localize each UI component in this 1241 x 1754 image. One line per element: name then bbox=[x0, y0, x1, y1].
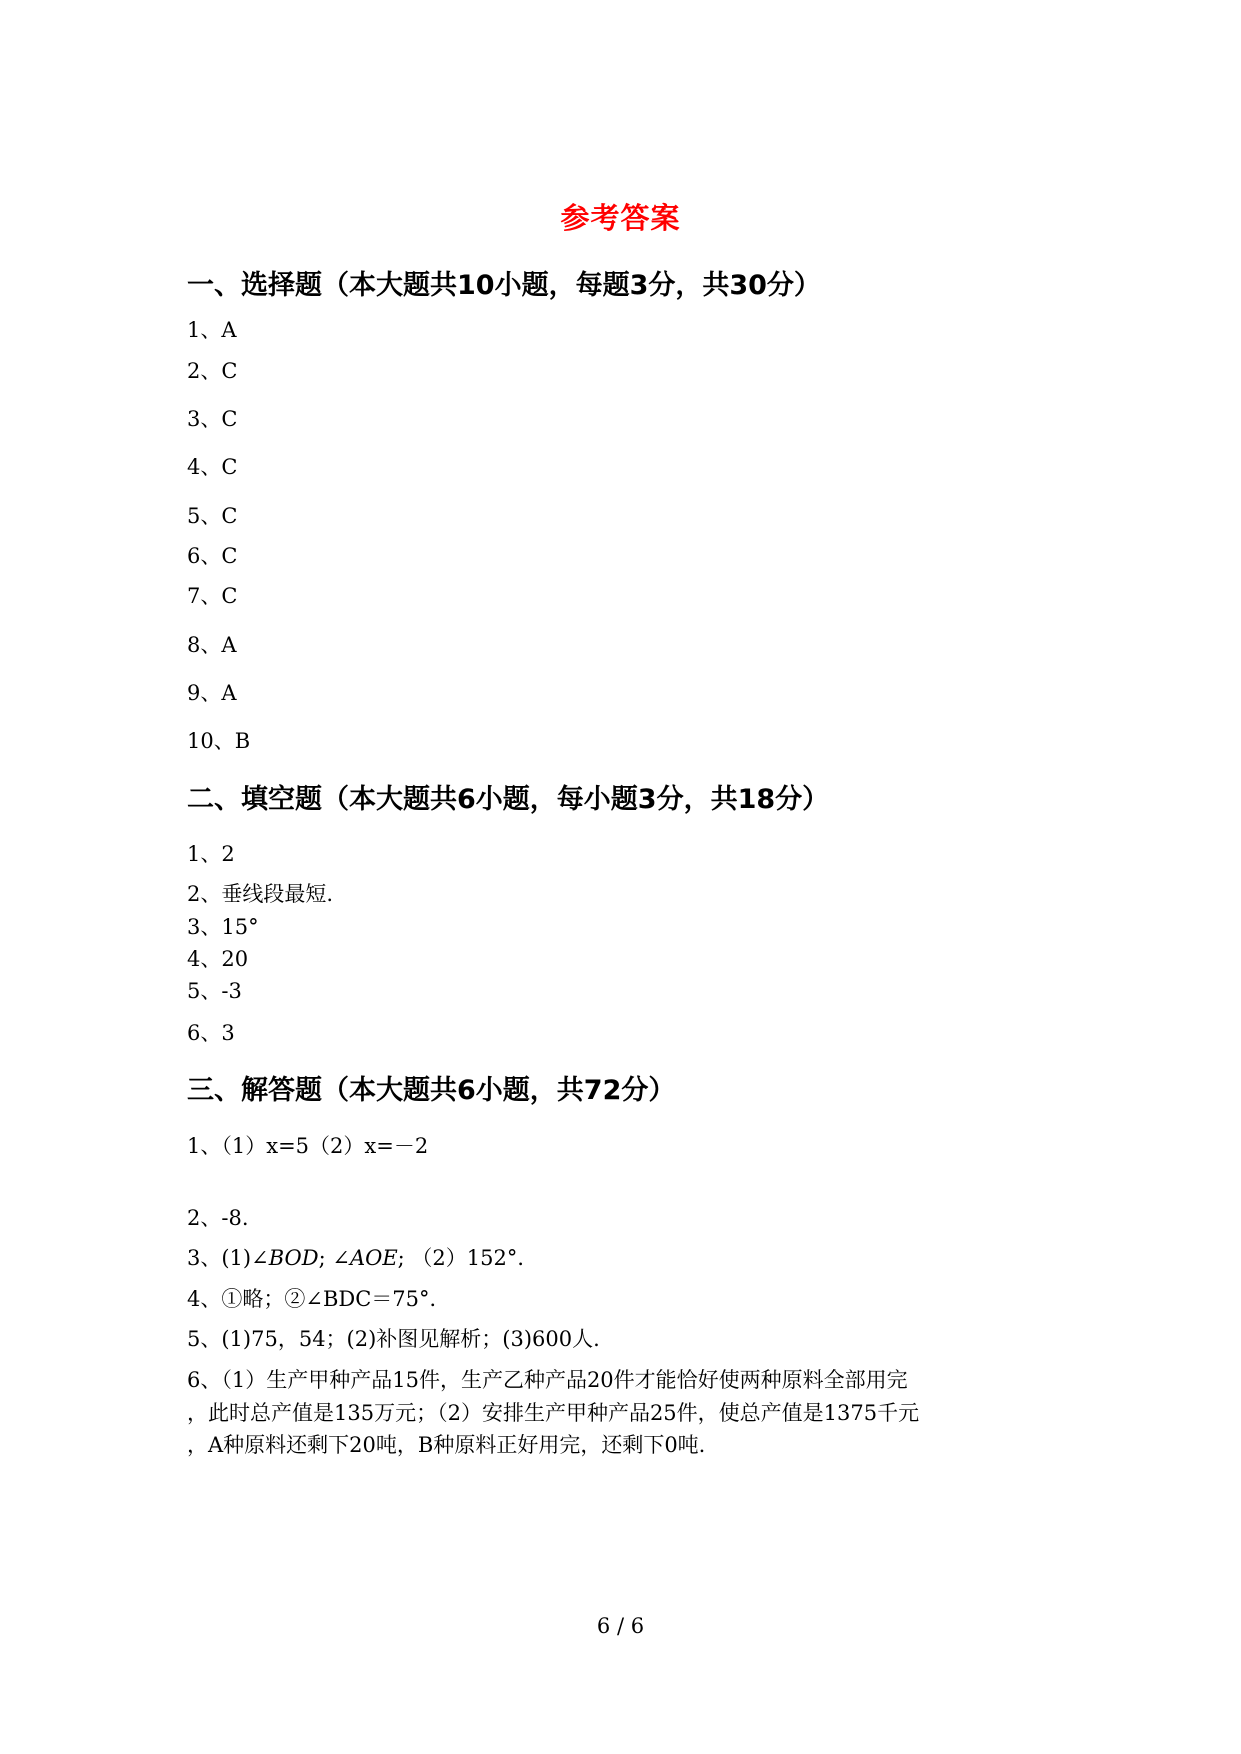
section-2-answer-5: 5、-3 bbox=[187, 979, 242, 1003]
section-2-answer-3: 3、15° bbox=[187, 915, 259, 939]
section-2-answer-1: 1、2 bbox=[187, 842, 235, 866]
section-3-answer-3 bbox=[187, 1242, 538, 1272]
answer-3-suffix: ; （2）152°． bbox=[397, 1246, 539, 1270]
section-1-answer-7: 7、C bbox=[187, 584, 238, 608]
section-2-answer-2: 2、垂线段最短. bbox=[187, 882, 334, 906]
section-1-answer-6: 6、C bbox=[187, 544, 238, 568]
section-1-answer-1: 1、A bbox=[187, 318, 237, 342]
section-1-answer-2: 2、C bbox=[187, 359, 238, 383]
section-1-answer-5: 5、C bbox=[187, 504, 238, 528]
section-3-answer-4: 4、①略；②∠BDC＝75°． bbox=[187, 1287, 451, 1311]
section-3-answer-6-line-3: ，A种原料还剩下20吨，B种原料正好用完，还剩下0吨. bbox=[187, 1433, 706, 1457]
section-2-answer-4: 4、20 bbox=[187, 947, 249, 971]
section-3-answer-1: 1、（1）x=5（2）x=－2 bbox=[187, 1134, 429, 1158]
section-3-answer-5: 5、(1)75，54；(2)补图见解析；(3)600人. bbox=[187, 1327, 600, 1351]
section-1-answer-4: 4、C bbox=[187, 455, 238, 479]
section-3-answer-2: 2、-8. bbox=[187, 1206, 249, 1230]
answer-3-separator: ; ∠ bbox=[318, 1246, 350, 1270]
section-1-answer-10: 10、B bbox=[187, 729, 251, 753]
section-1-answer-9: 9、A bbox=[187, 681, 237, 705]
section-2-heading: 二、填空题（本大题共6小题，每小题3分，共18分） bbox=[187, 784, 830, 815]
section-3-answer-6-line-1: 6、（1）生产甲种产品15件，生产乙种产品20件才能恰好使两种原料全部用完 bbox=[187, 1368, 908, 1392]
angle-bod: BOD bbox=[268, 1246, 319, 1270]
section-1-answer-3: 3、C bbox=[187, 407, 238, 431]
answer-3-prefix: 3、(1)∠ bbox=[187, 1246, 269, 1270]
section-1-heading: 一、选择题（本大题共10小题，每题3分，共30分） bbox=[187, 270, 821, 301]
section-1-answer-8: 8、A bbox=[187, 633, 237, 657]
page-number: 6 / 6 bbox=[596, 1614, 645, 1638]
page-title: 参考答案 bbox=[560, 201, 681, 235]
angle-aoe: AOE bbox=[349, 1246, 398, 1270]
section-2-answer-6: 6、3 bbox=[187, 1021, 235, 1045]
section-3-answer-6-line-2: ，此时总产值是135万元；（2）安排生产甲种产品25件，使总产值是1375千元 bbox=[187, 1401, 920, 1425]
section-3-heading: 三、解答题（本大题共6小题，共72分） bbox=[187, 1075, 676, 1106]
